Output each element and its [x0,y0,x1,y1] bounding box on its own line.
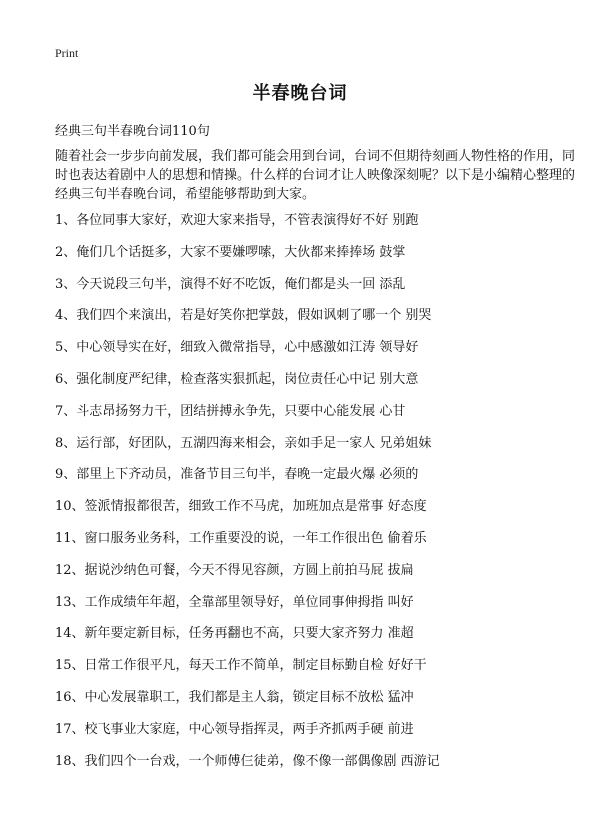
list-item: 9、部里上下齐动员，准备节目三句半，春晚一定最火爆 必须的 [55,467,419,483]
print-link[interactable]: Print [55,46,79,60]
list-item: 18、我们四个一台戏，一个师傅仨徒弟，像不像一部偶像剧 西游记 [55,753,440,769]
list-item: 15、日常工作很平凡，每天工作不简单，制定目标勤自检 好好干 [55,658,427,674]
list-item: 10、签派情报都很苦，细致工作不马虎，加班加点是常事 好态度 [55,499,427,515]
list-item: 3、今天说段三句半，演得不好不吃饭，俺们都是头一回 添乱 [55,276,406,292]
list-item: 7、斗志昂扬努力干，团结拼搏永争先，只要中心能发展 心甘 [55,403,406,419]
lines-list [55,211,585,783]
page-title: 半春晚台词 [252,83,348,104]
list-item: 2、俺们几个话挺多，大家不要嫌啰嗦，大伙都来捧捧场 鼓掌 [55,244,406,260]
list-item: 8、运行部，好团队，五湖四海来相会，亲如手足一家人 兄弟姐妹 [55,435,432,451]
list-item: 4、我们四个来演出，若是好笑你把掌鼓，假如讽刺了哪一个 别哭 [55,308,432,324]
list-item: 17、校飞事业大家庭，中心领导指挥灵，两手齐抓两手硬 前进 [55,721,414,737]
list-item: 11、窗口服务业务科，工作重要没的说，一年工作很出色 偷着乐 [55,530,427,546]
list-item: 12、据说沙纳色可餐，今天不得见容颜，方圆上前拍马屁 拔扁 [55,562,414,578]
list-item: 1、各位同事大家好，欢迎大家来指导，不管表演得好不好 别跑 [55,213,419,228]
list-item: 6、强化制度严纪律，检查落实狠抓起，岗位责任心中记 别大意 [55,371,419,387]
list-item: 16、中心发展靠职工，我们都是主人翁，锁定目标不放松 猛冲 [55,689,414,705]
list-item: 14、新年要定新目标，任务再翻也不高，只要大家齐努力 准超 [55,626,414,642]
article-subtitle: 经典三句半春晚台词110句 [55,124,210,139]
intro-paragraph: 随着社会一步步向前发展，我们都可能会用到台词，台词不但期待刻画人物性格的作用，同时也表达着剧中人的思想和情操。什么样的台词才让人映像深刻呢？以下是小编精心整理的经典三句半春晚台词，希望能够帮助到大家。 [55,149,576,202]
list-item: 13、工作成绩年年超，全靠部里领导好，单位同事伸拇指 叫好 [55,594,414,610]
list-item: 5、中心领导实在好，细致入微常指导，心中感激如江涛 领导好 [55,340,419,356]
